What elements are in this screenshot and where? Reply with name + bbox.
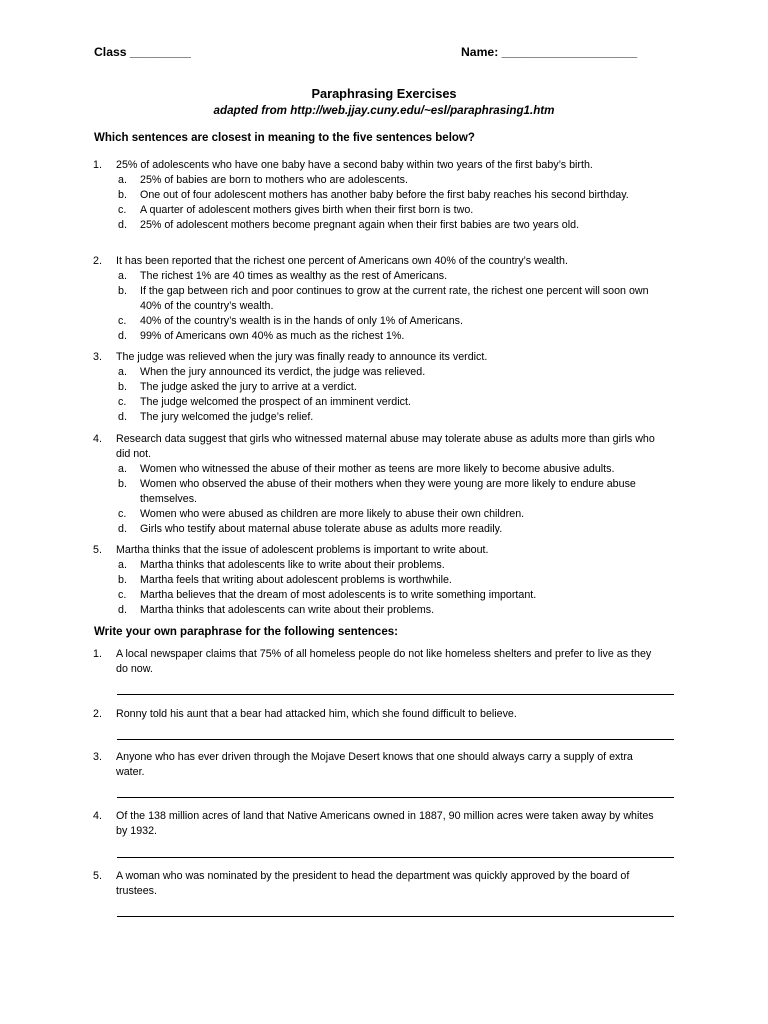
question-5: [0, 543, 768, 618]
option-text: Women who witnessed the abuse of their mother as teens are more likely to become abusive adults.: [140, 463, 615, 475]
option-text: Martha thinks that adolescents like to write about their problems.: [140, 559, 445, 571]
option-text: Girls who testify about maternal abuse tolerate abuse as adults more readily.: [140, 523, 503, 535]
question-number: 2.: [93, 255, 102, 267]
question-number: 4.: [93, 433, 102, 445]
option-text: The judge welcomed the prospect of an imminent verdict.: [140, 396, 411, 408]
option-text: When the jury announced its verdict, the judge was relieved.: [140, 366, 426, 378]
question-text: Research data suggest that girls who witnessed maternal abuse may tolerate abuse as adults more than girls who did not.: [116, 433, 655, 460]
paraphrase-item-1: [0, 647, 768, 677]
question-number: 3.: [93, 351, 102, 363]
item-number: 3.: [93, 751, 102, 763]
option-letter: d.: [118, 411, 127, 423]
option-letter: c.: [118, 589, 127, 601]
option-letter: b.: [118, 285, 127, 297]
question-text: Martha thinks that the issue of adolescent problems is important to write about.: [116, 544, 489, 556]
question-3: [0, 350, 768, 425]
question-number: 1.: [93, 159, 102, 171]
name-label: Name: ____________________: [461, 45, 638, 59]
item-text: A local newspaper claims that 75% of all homeless people do not like homeless shelters and prefer to live as they do now.: [116, 648, 652, 675]
class-label: Class _________: [94, 45, 191, 59]
answer-line-4[interactable]: [117, 857, 674, 858]
question-number: 5.: [93, 544, 102, 556]
item-text: A woman who was nominated by the president to head the department was quickly approved by the board of trustees.: [116, 870, 630, 897]
item-text: Ronny told his aunt that a bear had attacked him, which she found difficult to believe.: [116, 708, 517, 720]
item-number: 2.: [93, 708, 102, 720]
paraphrase-item-4: [0, 809, 768, 839]
option-text: The jury welcomed the judge’s relief.: [140, 411, 314, 423]
page-subtitle: adapted from http://web.jjay.cuny.edu/~esl/paraphrasing1.htm: [213, 104, 555, 117]
option-text: Women who were abused as children are more likely to abuse their own children.: [140, 508, 525, 520]
option-text: The richest 1% are 40 times as wealthy as the rest of Americans.: [140, 270, 448, 282]
option-text: The judge asked the jury to arrive at a verdict.: [140, 381, 357, 393]
page-title: Paraphrasing Exercises: [311, 86, 457, 101]
option-text: Martha believes that the dream of most adolescents is to write something important.: [140, 589, 537, 601]
option-text: 99% of Americans own 40% as much as the richest 1%.: [140, 330, 405, 342]
option-letter: b.: [118, 189, 127, 201]
option-letter: d.: [118, 604, 127, 616]
answer-line-3[interactable]: [117, 797, 674, 798]
question-4: [0, 432, 768, 537]
option-text: 25% of babies are born to mothers who are adolescents.: [140, 174, 408, 186]
item-text: Anyone who has ever driven through the Mojave Desert knows that one should always carry a supply of extra water.: [116, 751, 633, 778]
item-number: 1.: [93, 648, 102, 660]
option-letter: a.: [118, 559, 127, 571]
item-number: 4.: [93, 810, 102, 822]
paraphrase-item-2: [0, 707, 768, 722]
option-letter: b.: [118, 478, 127, 490]
option-letter: c.: [118, 204, 127, 216]
item-number: 5.: [93, 870, 102, 882]
question-text: The judge was relieved when the jury was finally ready to announce its verdict.: [116, 351, 488, 363]
option-letter: b.: [118, 381, 127, 393]
option-text: Martha thinks that adolescents can write about their problems.: [140, 604, 435, 616]
answer-line-2[interactable]: [117, 739, 674, 740]
question-1: [0, 158, 768, 233]
option-letter: c.: [118, 315, 127, 327]
option-letter: b.: [118, 574, 127, 586]
option-text: 40% of the country’s wealth is in the hands of only 1% of Americans.: [140, 315, 463, 327]
section1-heading: Which sentences are closest in meaning to the five sentences below?: [94, 132, 475, 144]
question-2: [0, 254, 768, 344]
option-text: Martha feels that writing about adolescent problems is worthwhile.: [140, 574, 452, 586]
option-letter: d.: [118, 219, 127, 231]
paraphrase-item-3: [0, 750, 768, 780]
option-text: If the gap between rich and poor continues to grow at the current rate, the richest one percent will soon own 40% of the country’s wealth.: [140, 285, 649, 312]
option-letter: a.: [118, 366, 127, 378]
option-letter: c.: [118, 396, 127, 408]
option-letter: a.: [118, 463, 127, 475]
option-text: Women who observed the abuse of their mothers when they were young are more likely to endure abuse themselves.: [140, 478, 636, 505]
option-letter: d.: [118, 330, 127, 342]
option-letter: d.: [118, 523, 127, 535]
option-text: One out of four adolescent mothers has another baby before the first baby reaches his second birthday.: [140, 189, 629, 201]
answer-line-5[interactable]: [117, 916, 674, 917]
question-text: It has been reported that the richest one percent of Americans own 40% of the country’s wealth.: [116, 255, 568, 267]
answer-line-1[interactable]: [117, 694, 674, 695]
question-text: 25% of adolescents who have one baby have a second baby within two years of the first baby’s birth.: [116, 159, 593, 171]
option-text: 25% of adolescent mothers become pregnant again when their first babies are two years old.: [140, 219, 580, 231]
option-letter: a.: [118, 174, 127, 186]
option-text: A quarter of adolescent mothers gives birth when their first born is two.: [140, 204, 474, 216]
option-letter: a.: [118, 270, 127, 282]
option-letter: c.: [118, 508, 127, 520]
paraphrase-item-5: [0, 869, 768, 899]
item-text: Of the 138 million acres of land that Native Americans owned in 1887, 90 million acres were taken away by whites by 1932.: [116, 810, 654, 837]
section2-heading: Write your own paraphrase for the following sentences:: [94, 626, 398, 638]
